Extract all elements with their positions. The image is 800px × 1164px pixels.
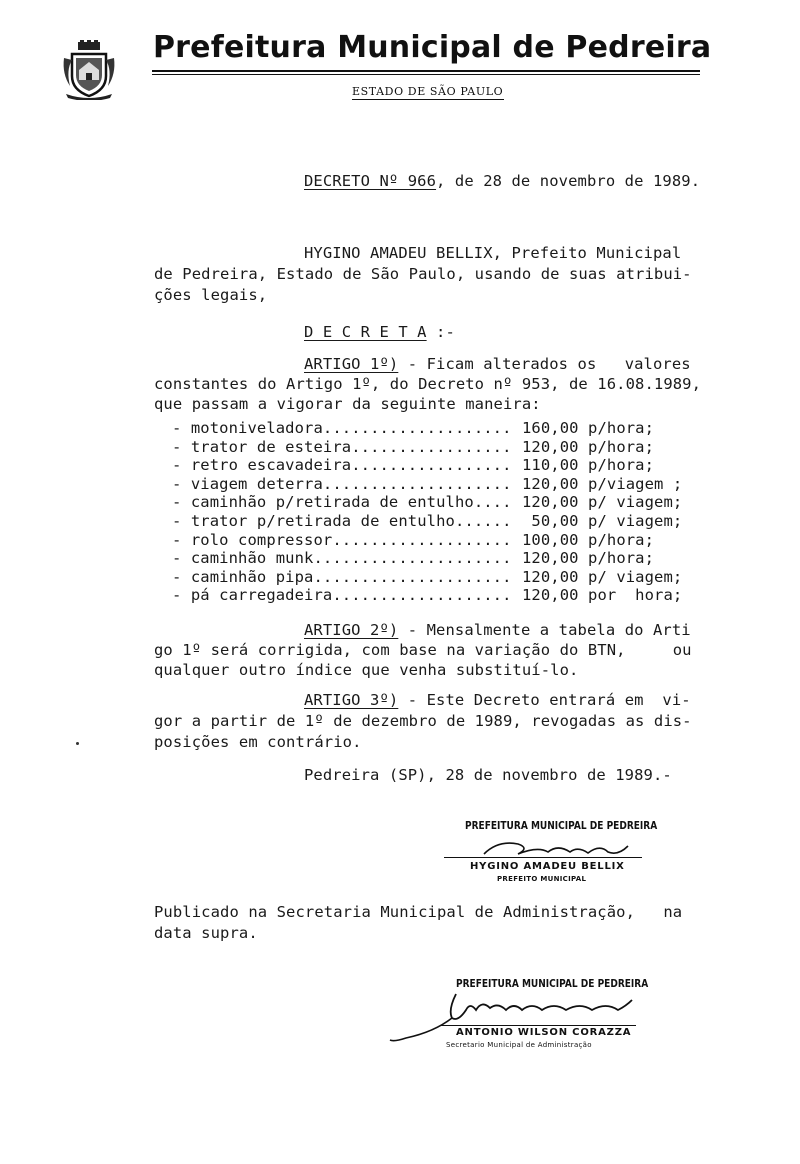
artigo3-label: ARTIGO 3º) — [304, 691, 399, 709]
scan-speck — [76, 742, 79, 745]
artigo3-line-3: posições em contrário. — [154, 733, 362, 751]
coat-of-arms-icon — [60, 40, 118, 100]
price-table-item: - trator de esteira................. — [172, 437, 512, 456]
price-table-price: 50,00 p/ viagem; — [522, 512, 683, 530]
price-table-item: - caminhão p/retirada de entulho.... — [172, 493, 512, 512]
decree-heading — [304, 172, 700, 190]
price-table-item: - viagem deterra.................... — [172, 474, 512, 493]
price-table-row — [172, 475, 702, 493]
preamble-line-2: de Pedreira, Estado de São Paulo, usando de suas atribui- — [154, 265, 692, 283]
stamp1-name: HYGINO AMADEU BELLIX — [470, 861, 625, 872]
stamp2-title: PREFEITURA MUNICIPAL DE PEDREIRA — [456, 977, 649, 990]
price-table-item: - rolo compressor................... — [172, 530, 512, 549]
stamp1-title: PREFEITURA MUNICIPAL DE PEDREIRA — [465, 819, 658, 832]
artigo2-text: - Mensalmente a tabela do Arti — [398, 621, 691, 639]
price-table-row — [172, 493, 702, 511]
closing-line: Pedreira (SP), 28 de novembro de 1989.- — [304, 766, 672, 784]
artigo3-text: - Este Decreto entrará em vi- — [398, 691, 691, 709]
price-table-row — [172, 456, 702, 474]
price-table-item: - pá carregadeira................... — [172, 586, 512, 605]
price-table-price: 120,00 p/ viagem; — [522, 493, 683, 512]
decree-number: DECRETO Nº 966 — [304, 172, 437, 190]
stamp2-signature-line — [440, 1025, 636, 1026]
stamp2-name: ANTONIO WILSON CORAZZA — [456, 1027, 632, 1038]
price-table-item: - retro escavadeira................. — [172, 456, 512, 475]
price-table-price: 120,00 p/hora; — [522, 549, 655, 568]
price-table-price: 120,00 por hora; — [522, 586, 683, 605]
price-table-item: - motoniveladora.................... — [172, 419, 512, 437]
price-table-price: 120,00 p/viagem ; — [522, 474, 683, 493]
artigo1-line-2: constantes do Artigo 1º, do Decreto nº 953, de 16.08.1989, — [154, 375, 702, 393]
artigo1-label: ARTIGO 1º) — [304, 355, 399, 373]
letterhead-rule — [152, 70, 700, 72]
decree-date: , de 28 de novembro de 1989. — [436, 172, 701, 190]
publication-line-1: Publicado na Secretaria Municipal de Administração, na — [154, 903, 683, 921]
decreta-heading — [304, 323, 455, 341]
price-table-item: - caminhão pipa..................... — [172, 567, 512, 586]
price-table-row — [172, 512, 702, 530]
preamble-line-1: HYGINO AMADEU BELLIX, Prefeito Municipal — [304, 244, 682, 262]
price-table-item: - caminhão munk..................... — [172, 549, 512, 568]
artigo1-text: - Ficam alterados os valores — [398, 355, 691, 373]
artigo2-line-1 — [304, 621, 691, 639]
letterhead-subtitle: ESTADO DE SÃO PAULO — [352, 85, 504, 98]
price-table-item: - trator p/retirada de entulho...... — [172, 512, 512, 530]
price-table-price: 160,00 p/hora; — [522, 419, 655, 437]
artigo3-line-2: gor a partir de 1º de dezembro de 1989, revogadas as dis- — [154, 712, 692, 730]
artigo2-label: ARTIGO 2º) — [304, 621, 399, 639]
letterhead-rule-thin — [152, 74, 700, 75]
stamp2-role: Secretario Municipal de Administração — [446, 1041, 592, 1049]
price-table-row — [172, 531, 702, 549]
price-table-row — [172, 586, 702, 604]
price-table-row — [172, 549, 702, 567]
artigo2-line-2: go 1º será corrigida, com base na variação do BTN, ou — [154, 641, 692, 659]
preamble-line-3: ções legais, — [154, 286, 268, 304]
price-table-row — [172, 419, 702, 437]
decreta-word: D E C R E T A — [304, 323, 427, 341]
price-table-price: 120,00 p/hora; — [522, 437, 655, 456]
artigo3-line-1 — [304, 691, 691, 709]
decreta-suffix: :- — [426, 323, 455, 341]
publication-line-2: data supra. — [154, 924, 258, 942]
artigo1-line-1 — [304, 355, 691, 373]
price-table-price: 100,00 p/hora; — [522, 530, 655, 549]
stamp1-role: PREFEITO MUNICIPAL — [497, 875, 587, 883]
price-table-row — [172, 438, 702, 456]
letterhead-subtitle-rule — [352, 99, 504, 100]
price-table-price: 110,00 p/hora; — [522, 456, 655, 475]
mayor-signature — [478, 836, 638, 862]
price-table-row — [172, 568, 702, 586]
secretary-signature — [386, 988, 638, 1048]
letterhead-title: Prefeitura Municipal de Pedreira — [153, 30, 712, 65]
artigo2-line-3: qualquer outro índice que venha substituí-lo. — [154, 661, 579, 679]
price-table-price: 120,00 p/ viagem; — [522, 567, 683, 586]
stamp1-signature-line — [444, 857, 642, 858]
artigo1-line-3: que passam a vigorar da seguinte maneira: — [154, 395, 541, 413]
